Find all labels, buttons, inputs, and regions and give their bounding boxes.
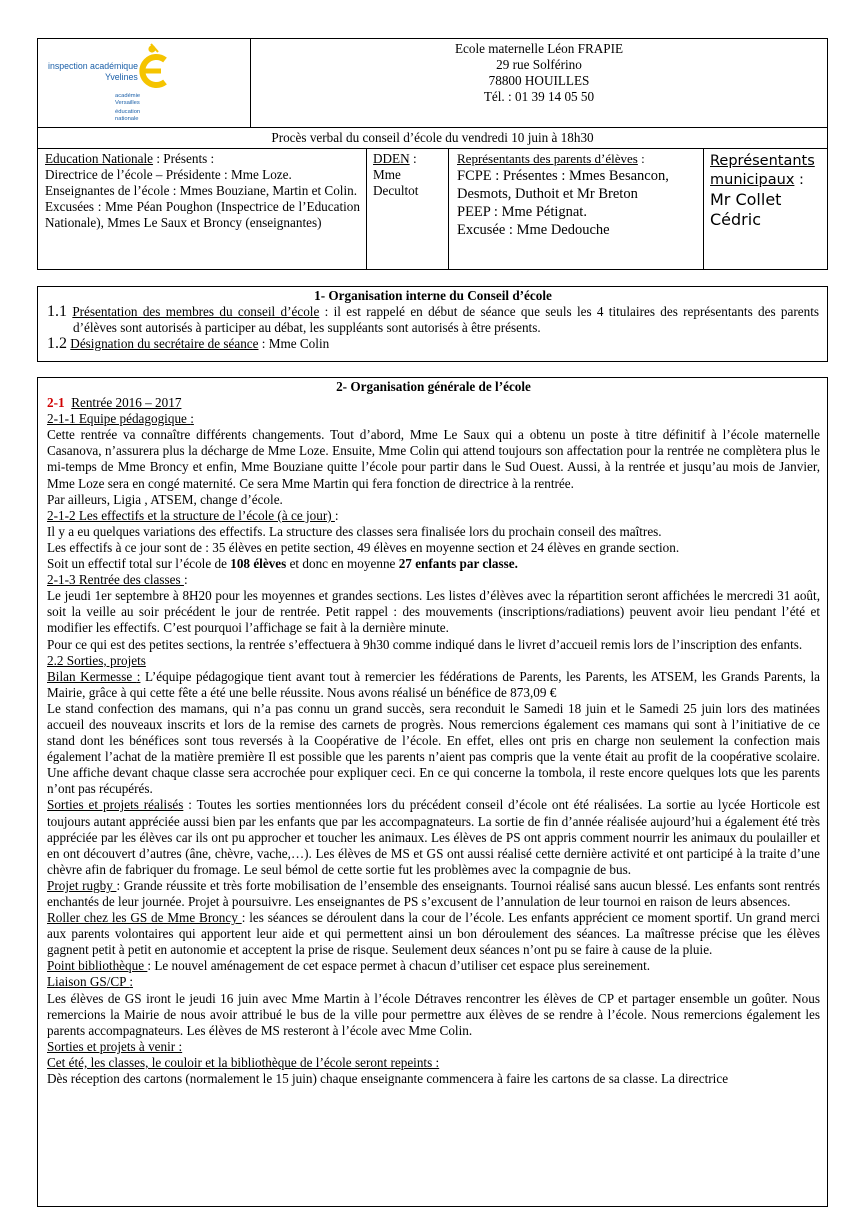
projets-a-venir-heading: Sorties et projets à venir : — [47, 1038, 183, 1054]
repeints-paragraph: Dès réception des cartons (normalement le 15 juin) chaque enseignante commencera à faire les cartons de sa classe. La directrice — [47, 1071, 729, 1087]
bibliotheque-label: Point bibliothèque — [47, 958, 148, 974]
rugby-text: : Grande réussite et très forte mobilisation de l’ensemble des enseignants. Tournoi réalisé sans aucun blessé. Les enfants sont rentrés enchantés de leur journée. Projet à poursuivre. Les enseignantes de PS s’excusent de l’annulation de leur tournoi en raison de leurs absences. — [47, 877, 820, 909]
edu-excusees: Excusées : Mme Péan Poughon (Inspectrice de l’Education Nationale), Mmes Le Saux et Broncy (enseignantes) — [45, 199, 360, 231]
dden-name: Mme Decultot — [373, 167, 419, 199]
logo-small-4: nationale — [115, 116, 139, 122]
effectifs-total — [47, 556, 820, 572]
logo-text-2: Yvelines — [105, 72, 138, 82]
sorties-realisees-label: Sorties et projets réalisés — [47, 797, 184, 813]
section-1-item-1 — [47, 304, 819, 336]
dden-colon: : — [409, 151, 417, 166]
section-1-item-2 — [47, 336, 819, 352]
muni-colon: : — [794, 172, 804, 188]
bibliotheque-paragraph — [47, 958, 820, 974]
logo-text-1: inspection académique — [48, 61, 138, 71]
parents-peep: PEEP : Mme Pétignat. — [457, 204, 587, 221]
parents-excusee: Excusée : Mme Dedouche — [457, 222, 610, 239]
liaison-label: Liaison GS/CP — [47, 974, 130, 990]
logo-cell — [38, 39, 251, 128]
kermesse-colon: : — [136, 668, 141, 684]
school-phone: Tél. : 01 39 14 05 50 — [483, 89, 595, 105]
rentree-heading — [47, 395, 820, 411]
repeints-heading: Cet été, les classes, le couloir et la bibliothèque de l’école seront repeints : — [47, 1054, 440, 1070]
muni-label: Représentants municipaux — [710, 153, 815, 188]
school-street: 29 rue Solférino — [496, 57, 582, 73]
parents-label: Représentants des parents d’élèves — [457, 151, 638, 166]
item-1-label: Présentation des membres du conseil d’école — [72, 304, 320, 320]
header-box — [37, 38, 828, 270]
attendance-parents — [449, 149, 704, 269]
stand-paragraph: Le stand confection des mamans, qui n’a pas connu un grand succès, sera reconduit le Samedi 18 juin et le Samedi 25 juin lors des matinées accueil des nouveaux inscrits et lors de la remise des carnets de progrès. Nous remercions également ces mamans qui sont à l’initiative de ce stand dont les bénéfices sont tous reversés à la Coopérative de l’école. En effet, elles ont pris en charge non seulement la confection mais également l’achat de la matière première Il est possible que les parents n’aient pas compris que la vente était au profit de la coopérative scolaire. Une affiche devant chaque classe sera accrochée pour expliquer ceci. En ce qui concerne la tombola, il reste encore quelques lots que les parents n’ont pas récupérés. — [47, 700, 820, 797]
kermesse-paragraph — [47, 669, 820, 701]
muni-name: Mr Collet Cédric — [710, 190, 782, 229]
liaison-colon: : — [129, 974, 133, 990]
roller-text: : les séances se déroulent dans la cour de l’école. Les enfants apprécient ce moment sportif. Un grand merci aux parents volontaires qui apportent leur aide et qui permettent ainsi un bon déroulement des séances. La maîtresse précise que les élèves gagnent petit à petit en autonomie et acceptent la prise de risque. Seulement deux séances n’ont pu se faire à cause de la pluie. — [47, 910, 820, 958]
logo-small-2: Versailles — [115, 100, 140, 106]
sorties-realisees-text: : Toutes les sorties mentionnées lors du précédent conseil d’école ont été réalisées. La sortie au lycée Horticole est toujours autant appréciée aussi bien par les enfants que par les accompagnateurs. La sortie de fin d’année réalisée aujourd’hui a également été très appréciée par les élèves car ils ont pu approcher et toucher les animaux. Les élèves de PS ont appris comment nourrir les animaux du poulailler et en ont découvert d’autres (âne, chèvre, vache,…). Les élèves de MS et GS ont aussi réalisé cette dernière activité et ont participé à la traite d’une chèvre afin de fabriquer du fromage. Le seul bémol de cette sortie fut les problèmes avec la compagnie de bus. — [47, 797, 820, 877]
section-2-box — [37, 377, 828, 1207]
edu-rest: : Présents : — [153, 151, 215, 166]
attendance-municipaux — [704, 149, 827, 269]
section-2-title: 2- Organisation générale de l’école — [336, 379, 531, 394]
effectifs-total-a: Soit un effectif total sur l’école de — [47, 556, 231, 572]
parents-colon: : — [637, 151, 645, 166]
item-2-text: : Mme Colin — [258, 336, 330, 352]
section-1-title: 1- Organisation interne du Conseil d’école — [314, 288, 552, 303]
item-2-label: Désignation du secrétaire de séance — [70, 336, 259, 352]
roller-paragraph — [47, 910, 820, 958]
effectifs-paragraph-2: Les effectifs à ce jour sont de : 35 élèves en petite section, 49 élèves en moyenne section et 24 élèves en grande section. — [47, 539, 680, 555]
rugby-label: Projet rugby — [47, 877, 117, 893]
edu-directrice: Directrice de l’école – Présidente : Mme Loze. — [45, 167, 292, 183]
logo-small-3: éducation — [115, 109, 141, 115]
liaison-paragraph: Les élèves de GS iront le jeudi 16 juin avec Mme Martin à l’école Détraves rencontrer les élèves de CP et partager ensemble un goûter. Nous remercions la Mairie de nous avoir attribué le bus de la ville pour permettre aux élèves de se rendre à l’école. Nous remercions également les parents accompagnateurs. Les élèves de MS resteront à l’école avec Mme Colin. — [47, 990, 820, 1038]
rentree-classes-paragraph-1: Le jeudi 1er septembre à 8H20 pour les moyennes et grandes sections. Les listes d’élèves avec la répartition seront affichées le mercredi 31 août, soit la veille au soir précédent le jour de rentrée. Petit rappel : des mouvements (inscriptions/radiations) peuvent avoir lieu pendant l’été et modifier les effectifs. C’est pourquoi l’affichage se fait à la dernière minute. — [47, 588, 820, 636]
academie-logo — [48, 43, 188, 125]
roller-label: Roller chez les GS de Mme Broncy — [47, 910, 242, 926]
effectifs-total-d: 27 enfants par classe. — [398, 556, 518, 572]
equipe-heading — [47, 411, 820, 427]
bibliotheque-text: : Le nouvel aménagement de cet espace permet à chacun d’utiliser cet espace plus sereinement. — [147, 958, 651, 974]
atsem-paragraph: Par ailleurs, Ligia , ATSEM, change d’école. — [47, 491, 283, 507]
effectifs-colon: : — [334, 507, 339, 523]
parents-fcpe: FCPE : Présentes : Mmes Besancon, Desmots, Duthoit et Mr Breton — [457, 168, 669, 203]
logo-small-1: académie — [115, 93, 141, 99]
item-2-number: 1.2 — [47, 335, 67, 353]
rentree-label: Rentrée 2016 – 2017 — [71, 395, 182, 411]
rentree-classes-paragraph-2: Pour ce qui est des petites sections, la rentrée s’effectuera à 9h30 comme indiqué dans le livret d’accueil remis lors de l’inscription des enfants. — [47, 636, 803, 652]
equipe-colon: : — [190, 411, 194, 427]
page-title: Procès verbal du conseil d’école du vendredi 10 juin à 18h30 — [38, 128, 827, 149]
edu-enseignantes: Enseignantes de l’école : Mmes Bouziane, Martin et Colin. — [45, 183, 358, 199]
liaison-heading — [47, 974, 820, 990]
effectifs-paragraph-1: Il y a eu quelques variations des effectifs. La structure des classes sera finalisée lors du prochain conseil des maîtres. — [47, 523, 662, 539]
effectifs-heading — [47, 508, 820, 524]
item-1-number: 1.1 — [47, 303, 67, 321]
sorties-realisees-paragraph — [47, 797, 820, 877]
rentree-classes-title: 2-1-3 Rentrée des classes — [47, 572, 184, 588]
section-1-box — [37, 286, 828, 362]
equipe-title: 2-1-1 Equipe pédagogique — [47, 411, 191, 427]
kermesse-text: L’équipe pédagogique tient avant tout à remercier les fédérations de Parents, les Parents, les ATSEM, les Grands Parents, la Mairie, grâce à qui cette fête a été une belle réussite. Nous avons réalisé un bénéfice de 873,09 € — [47, 668, 820, 700]
school-name: Ecole maternelle Léon FRAPIE — [454, 41, 624, 56]
academie-logo-e-icon — [134, 43, 174, 93]
effectifs-title: 2-1-2 Les effectifs et la structure de l’école (à ce jour) — [47, 507, 335, 523]
rentree-number: 2-1 — [47, 395, 65, 411]
rentree-classes-heading — [47, 572, 820, 588]
effectifs-total-b: 108 élèves — [230, 556, 287, 572]
sorties-projets-heading: 2.2 Sorties, projets — [47, 652, 146, 668]
attendance-education — [38, 149, 367, 269]
effectifs-total-c: et donc en moyenne — [286, 556, 399, 572]
equipe-paragraph: Cette rentrée va connaître différents changements. Tout d’abord, Mme Le Saux qui a obtenu un poste à titre définitif à l’école maternelle Casanova, n’assurera plus la décharge de Mme Loze. Ensuite, Mme Colin qui attend toujours son affectation pour la rentrée ne complètera plus le mi-temps de Mme Broncy et enfin, Mme Bouziane quitte l’école pour partir dans le Sud Ouest. Aussi, à la rentrée et jusqu’au mois de Janvier, Mme Loze sera en congé maternité. Ce sera Mme Martin qui fera fonction de directrice à la rentrée. — [47, 427, 820, 491]
rugby-paragraph — [47, 878, 820, 910]
attendance-dden — [367, 149, 449, 269]
rentree-classes-colon: : — [183, 572, 188, 588]
dden-label: DDEN — [373, 151, 410, 166]
item-1-text: : il est rappelé en début de séance que seuls les 4 titulaires des représentants des parents d’élèves sont autorisés à participer au débat, les suppléants sont autorisés à être présents. — [73, 304, 820, 336]
edu-label: Education Nationale — [45, 151, 154, 166]
school-city: 78800 HOUILLES — [488, 73, 590, 89]
kermesse-label: Bilan Kermesse — [47, 668, 137, 684]
school-address — [251, 39, 827, 128]
